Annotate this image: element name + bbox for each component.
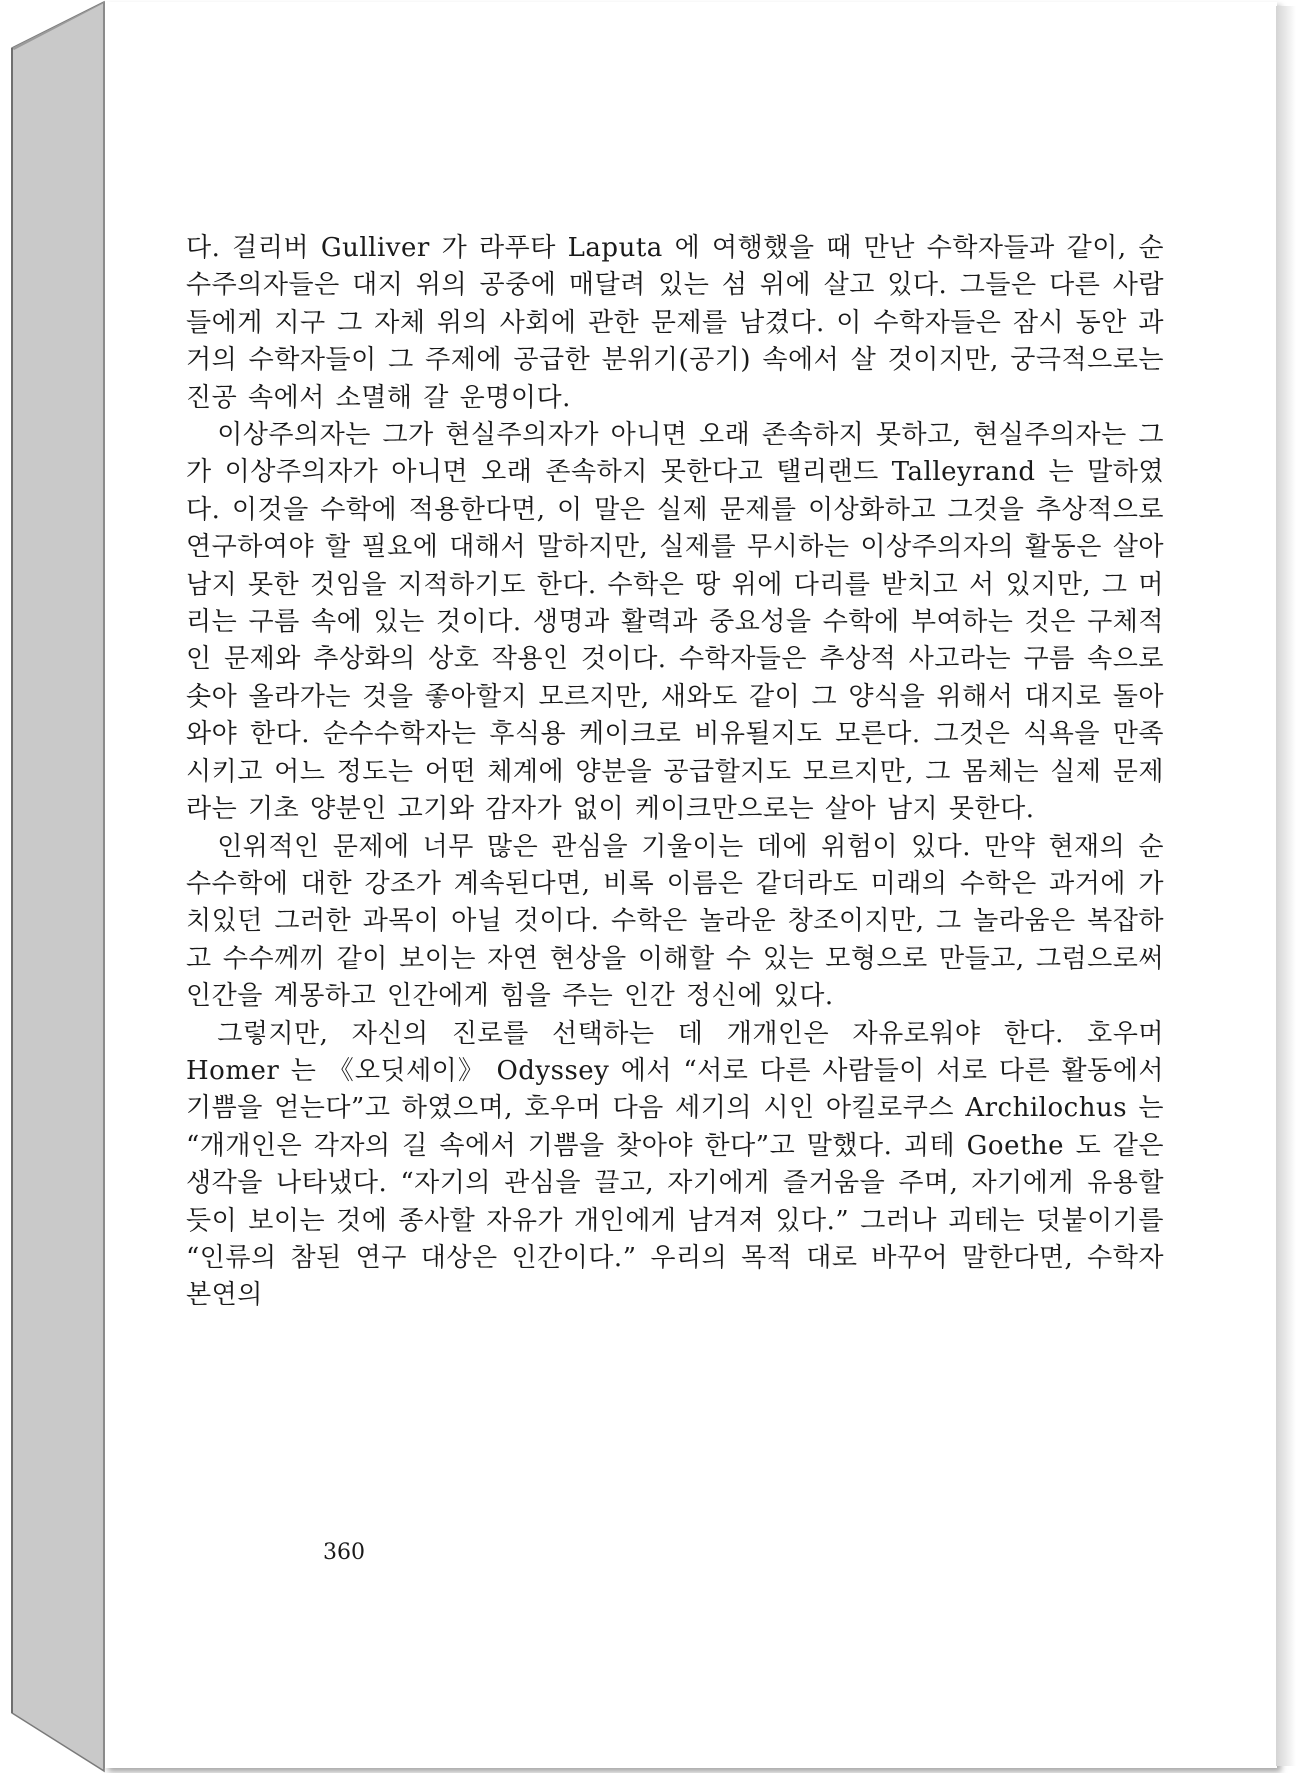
- page-number: 360: [323, 1540, 365, 1565]
- paragraph: 그렇지만, 자신의 진로를 선택하는 데 개개인은 자유로워야 한다. 호우머 Homer 는 《오딧세이》 Odyssey 에서 “서로 다른 사람들이 서로 다른 활동에서 기쁨을 얻는다”고 하였으며, 호우머 다음 세기의 시인 아킬로쿠스 Archilochus 는 “개개인은 각자의 길 속에서 기쁨을 찾아야 한다”고 말했다. 괴테 Goethe 도 같은 생각을 나타냈다. “자기의 관심을 끌고, 자기에게 즐거움을 주며, 자기에게 유용할 듯이 보이는 것에 종사할 자유가 개인에게 남겨져 있다.” 그러나 괴테는 덧붙이기를 “인류의 참된 연구 대상은 인간이다.” 우리의 목적 대로 바꾸어 말한다면, 수학자 본연의: [186, 1018, 1164, 1311]
- body-text: [186, 230, 1164, 1315]
- paragraph: 이상주의자는 그가 현실주의자가 아니면 오래 존속하지 못하고, 현실주의자는 그가 이상주의자가 아니면 오래 존속하지 못한다고 탤리랜드 Talleyrand 는 말하였다. 이것을 수학에 적용한다면, 이 말은 실제 문제를 이상화하고 그것을 추상적으로 연구하여야 할 필요에 대해서 말하지만, 실제를 무시하는 이상주의자의 활동은 살아남지 못한 것임을 지적하기도 한다. 수학은 땅 위에 다리를 받치고 서 있지만, 그 머리는 구름 속에 있는 것이다. 생명과 활력과 중요성을 수학에 부여하는 것은 구체적인 문제와 추상화의 상호 작용인 것이다. 수학자들은 추상적 사고라는 구름 속으로 솟아 올라가는 것을 좋아할지 모르지만, 새와도 같이 그 양식을 위해서 대지로 돌아와야 한다. 순수수학자는 후식용 케이크로 비유될지도 모른다. 그것은 식욕을 만족시키고 어느 정도는 어떤 체계에 양분을 공급할지도 모르지만, 그 몸체는 실제 문제라는 기초 양분인 고기와 감자가 없이 케이크만으로는 살아 남지 못한다.: [186, 420, 1164, 825]
- paragraph: 다. 걸리버 Gulliver 가 라푸타 Laputa 에 여행했을 때 만난 수학자들과 같이, 순수주의자들은 대지 위의 공중에 매달려 있는 섬 위에 살고 있다. 그들은 다른 사람들에게 지구 그 자체 위의 사회에 관한 문제를 남겼다. 이 수학자들은 잠시 동안 과거의 수학자들이 그 주제에 공급한 분위기(공기) 속에서 살 것이지만, 궁극적으로는 진공 속에서 소멸해 갈 운명이다.: [186, 233, 1164, 413]
- book-spine-side: [0, 0, 106, 1773]
- page-edge: [1276, 6, 1296, 1766]
- paragraph: 인위적인 문제에 너무 많은 관심을 기울이는 데에 위험이 있다. 만약 현재의 순수수학에 대한 강조가 계속된다면, 비록 이름은 같더라도 미래의 수학은 과거에 가치있던 그러한 과목이 아닐 것이다. 수학은 놀라운 창조이지만, 그 놀라움은 복잡하고 수수께끼 같이 보이는 자연 현상을 이해할 수 있는 모형으로 만들고, 그럼으로써 인간을 계몽하고 인간에게 힘을 주는 인간 정신에 있다.: [186, 831, 1164, 1012]
